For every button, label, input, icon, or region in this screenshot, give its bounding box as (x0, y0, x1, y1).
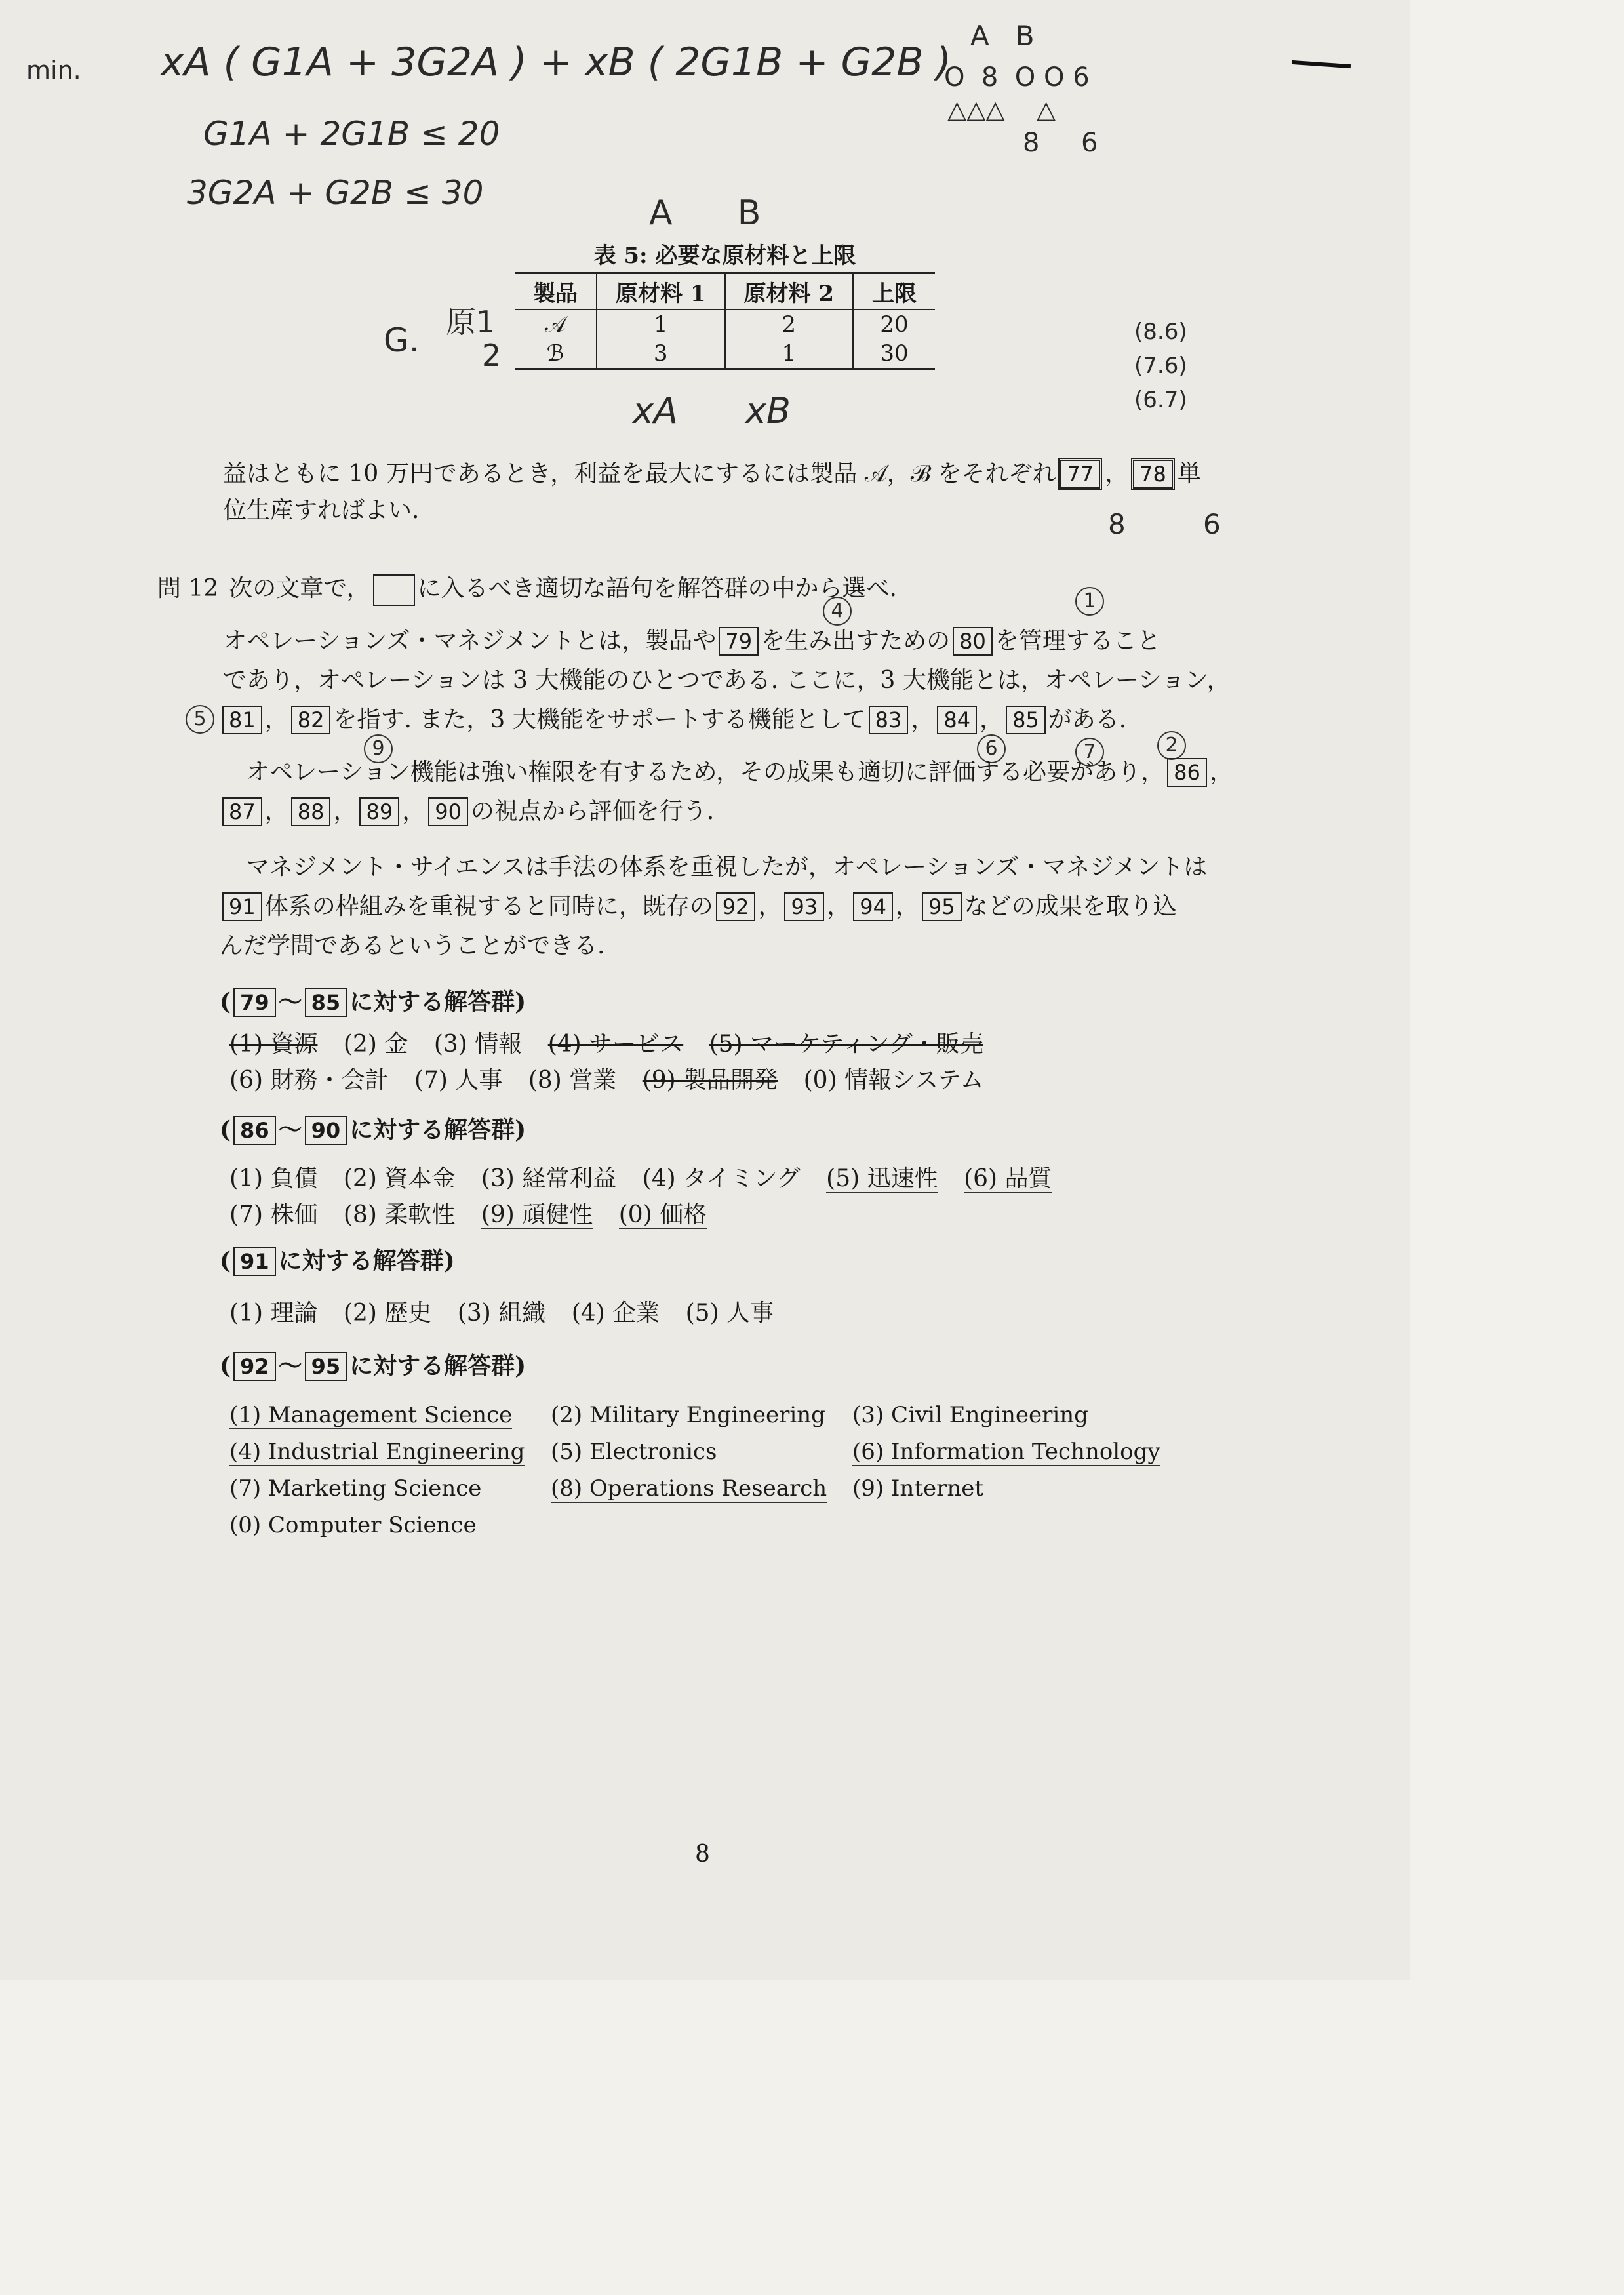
option-item[interactable]: (6) Information Technology (852, 1439, 1160, 1465)
q12-p1-line2: であり，オペレーションは 3 大機能のひとつである. ここに，3 大機能とは，オペレーション， (223, 667, 1231, 694)
option-item[interactable]: (1) 資源 (229, 1031, 318, 1058)
group-paren: ( (220, 1352, 231, 1380)
circle-mark: 7 (1075, 738, 1104, 767)
table5 (515, 237, 935, 370)
answer-box-95[interactable]: 95 (922, 892, 962, 921)
group-suffix: に対する解答群) (349, 988, 526, 1016)
option-item[interactable]: (9) 製品開発 (642, 1067, 778, 1094)
table5-header: 原材料 1 (597, 273, 725, 310)
q12-label: 問 12 (157, 575, 219, 602)
group-suffix: に対する解答群) (349, 1352, 526, 1380)
option-item[interactable]: (6) 品質 (964, 1165, 1052, 1192)
hand-corner-row3: 8 6 (1023, 128, 1098, 158)
option-item[interactable]: (7) 人事 (414, 1067, 503, 1094)
q12-instruction-pre: 次の文章で， (229, 575, 370, 602)
answer-box-78[interactable]: 78 (1131, 458, 1175, 490)
option-item[interactable]: (8) 柔軟性 (343, 1201, 456, 1228)
option-item[interactable]: (2) Military Engineering (551, 1402, 825, 1428)
table5-cell: ℬ (515, 339, 597, 369)
page-number: 8 (695, 1841, 710, 1867)
hand-answer-78: 6 (1203, 508, 1221, 540)
q12-text: を管理すること (995, 628, 1160, 654)
table5-header: 原材料 2 (725, 273, 854, 310)
group-paren: ( (220, 988, 231, 1016)
q12-p2-line1: オペレーション機能は強い権限を有するため，その成果も適切に評価する必要があり， 86 ， (246, 759, 1233, 786)
q12-p3-line1: マネジメント・サイエンスは手法の体系を重視したが，オペレーションズ・マネジメントは (246, 854, 1208, 881)
group-paren: ( (220, 1247, 231, 1275)
answer-box-77[interactable]: 77 (1058, 458, 1102, 490)
option-item[interactable]: (9) Internet (852, 1475, 984, 1502)
option-item[interactable]: (2) 金 (343, 1031, 408, 1058)
group-paren: ( (220, 1116, 231, 1144)
group1-row2 (229, 1062, 1002, 1099)
option-item[interactable]: (5) Electronics (551, 1439, 717, 1465)
q12-p3-line2: 91 体系の枠組みを重視すると同時に，既存の 92 ， 93 ， 94 ， 95 などの成果を取り込 (220, 888, 1334, 925)
answer-box-86[interactable]: 86 (1167, 758, 1207, 787)
table5-cell: 20 (880, 311, 909, 338)
option-item[interactable]: (8) Operations Research (551, 1475, 827, 1502)
option-item[interactable]: (3) 経常利益 (481, 1165, 617, 1192)
q12-p3-line3: んだ学問であるということができる. (220, 932, 605, 959)
group4-col1 (229, 1397, 525, 1544)
group3-header (220, 1243, 455, 1279)
q12-instruction-post: に入るべき適切な語句を解答群の中から選べ. (417, 575, 897, 602)
option-item[interactable]: (2) 資本金 (343, 1165, 456, 1192)
answer-box-81[interactable]: 81 (222, 706, 262, 734)
group2-row2 (229, 1197, 725, 1233)
circle-mark: 2 (1157, 731, 1186, 760)
group2-header (220, 1111, 526, 1148)
group-tilde: ～ (278, 1352, 302, 1380)
table5-cell: 𝒜 (515, 309, 597, 339)
group2-row1 (229, 1161, 1071, 1197)
profit-text-suffix: 単 (1177, 460, 1201, 487)
option-item[interactable]: (0) Computer Science (229, 1512, 477, 1538)
q12-text: などの成果を取り込 (964, 893, 1177, 920)
table5-cell: 2 (725, 309, 854, 339)
q12-p1-line3: 81 ， 82 を指す. また，3 大機能をサポートする機能として 83 ， 84 ， 85 がある. (220, 702, 1334, 738)
hand-pairs (1134, 315, 1187, 417)
hand-pair-3: (6.7) (1134, 387, 1187, 413)
group1-to-box: 85 (305, 988, 347, 1017)
group4-col3 (852, 1397, 1160, 1507)
q12-text: オペレーションズ・マネジメントとは，製品や (223, 628, 717, 654)
profit-paragraph: 益はともに 10 万円であるとき，利益を最大にするには製品 𝒜，ℬ をそれぞれ 77 ， 78 単 位生産すればよい. (223, 456, 1305, 529)
q12-p1-line1 (223, 623, 1337, 660)
answer-box-87[interactable]: 87 (222, 797, 262, 826)
option-item[interactable]: (3) 組織 (457, 1300, 546, 1327)
option-item[interactable]: (0) 価格 (618, 1201, 707, 1228)
hand-constraint-2: 3G2A + G2B ≤ 30 (187, 174, 484, 212)
table5-cell: 1 (597, 309, 725, 339)
option-item[interactable]: (7) 株価 (229, 1201, 318, 1228)
hand-side-row2: 2 (482, 338, 502, 373)
hand-pair-2: (7.6) (1134, 353, 1187, 379)
option-item[interactable]: (1) Management Science (229, 1402, 513, 1428)
group2-to-box: 90 (305, 1116, 347, 1145)
profit-text-line2: 位生産すればよい. (223, 497, 420, 524)
group1-row1 (229, 1026, 1002, 1063)
answer-box-79[interactable]: 79 (719, 627, 759, 656)
group3-row1 (229, 1295, 792, 1332)
option-item[interactable]: (0) 情報システム (803, 1067, 984, 1094)
answer-box-91[interactable]: 91 (222, 892, 262, 921)
blank-box-example (373, 574, 415, 606)
option-item[interactable]: (5) 人事 (685, 1300, 774, 1327)
answer-box-85[interactable]: 85 (1006, 706, 1046, 734)
table5-grid (515, 272, 935, 370)
answer-box-82[interactable]: 82 (291, 706, 331, 734)
q12-text: を生み出すための (761, 628, 951, 654)
table5-header: 製品 (515, 273, 597, 310)
circle-mark: 1 (1075, 587, 1104, 616)
circle-mark: 5 (186, 705, 214, 734)
circle-mark: 4 (823, 597, 852, 626)
option-item[interactable]: (9) 頑健性 (481, 1201, 593, 1228)
group1-from-box: 79 (233, 988, 276, 1017)
hand-corner-row1: O 8 O O 6 (944, 62, 1090, 92)
group2-from-box: 86 (233, 1116, 276, 1145)
q12-text: を指す. また，3 大機能をサポートする機能として (333, 706, 866, 733)
group4-header (220, 1347, 526, 1384)
option-item[interactable]: (5) マーケティング・販売 (709, 1031, 983, 1058)
profit-text: 益はともに 10 万円であるとき，利益を最大にするには製品 𝒜，ℬ をそれぞれ (223, 460, 1056, 487)
q12-text: がある. (1048, 706, 1127, 733)
group-tilde: ～ (278, 1116, 302, 1144)
table5-cell: 30 (853, 339, 935, 369)
hand-side-g: G. (384, 321, 420, 359)
option-item[interactable]: (4) Industrial Engineering (229, 1439, 525, 1465)
hand-circle-81 (186, 705, 214, 734)
option-item[interactable]: (2) 歴史 (343, 1300, 432, 1327)
group-tilde: ～ (278, 988, 302, 1016)
answer-box-88[interactable]: 88 (291, 797, 331, 826)
group-suffix: に対する解答群) (278, 1247, 455, 1275)
group-suffix: に対する解答群) (349, 1116, 526, 1144)
circle-mark: 6 (977, 734, 1006, 763)
answer-box-93[interactable]: 93 (784, 892, 824, 921)
q12-text: オペレーション機能は強い権限を有するため，その成果も適切に評価する必要があり， (246, 759, 1165, 786)
q12-text: の視点から評価を行う. (470, 798, 715, 825)
group4-from-box: 92 (233, 1352, 276, 1381)
hand-table-ab: A B (649, 193, 761, 233)
hand-answer-77: 8 (1108, 508, 1126, 540)
option-item[interactable]: (4) 企業 (571, 1300, 660, 1327)
circle-mark: 9 (364, 734, 393, 763)
hand-pair-1: (8.6) (1134, 319, 1187, 345)
hand-circle-80 (1075, 587, 1104, 616)
group3-box: 91 (233, 1247, 276, 1276)
table5-cell: 3 (597, 339, 725, 369)
group1-header (220, 984, 526, 1020)
option-item[interactable]: (3) Civil Engineering (852, 1402, 1088, 1428)
hand-constraint-1: G1A + 2G1B ≤ 20 (203, 115, 500, 153)
answer-box-92[interactable]: 92 (716, 892, 756, 921)
hand-corner-ab: A B (970, 20, 1035, 52)
q12-header (157, 570, 1337, 607)
option-item[interactable]: (6) 財務・会計 (229, 1067, 389, 1094)
answer-box-89[interactable]: 89 (359, 797, 399, 826)
answer-box-94[interactable]: 94 (853, 892, 893, 921)
table5-cell: 1 (725, 339, 854, 369)
answer-box-83[interactable]: 83 (869, 706, 909, 734)
hand-circle-79 (823, 597, 852, 626)
option-item[interactable]: (7) Marketing Science (229, 1475, 482, 1502)
hand-objective: xA ( G1A + 3G2A ) + xB ( 2G1B + G2B ) (161, 39, 951, 85)
option-item[interactable]: (1) 理論 (229, 1300, 318, 1327)
option-item[interactable]: (4) タイミング (642, 1165, 801, 1192)
answer-box-80[interactable]: 80 (953, 627, 993, 656)
hand-min-label: min. (26, 56, 81, 85)
option-item[interactable]: (4) サービス (547, 1031, 684, 1058)
q12-text: 体系の枠組みを重視すると同時に，既存の (264, 893, 713, 920)
group4-to-box: 95 (305, 1352, 347, 1381)
hand-side-row1: 原1 (446, 304, 496, 340)
hand-bottom-x: xA xB (633, 390, 791, 431)
table5-caption: 表 5: 必要な原材料と上限 (593, 243, 856, 269)
option-item[interactable]: (1) 負債 (229, 1165, 318, 1192)
q12-p2-line2: 87 ， 88 ， 89 ， 90 の視点から評価を行う. (220, 793, 1334, 830)
answer-box-90[interactable]: 90 (428, 797, 468, 826)
hand-corner-row2: △△△ △ (947, 95, 1056, 124)
table5-header: 上限 (853, 273, 935, 310)
option-item[interactable]: (8) 営業 (528, 1067, 617, 1094)
group4-col2 (551, 1397, 827, 1507)
option-item[interactable]: (3) 情報 (433, 1031, 523, 1058)
answer-box-84[interactable]: 84 (937, 706, 977, 734)
option-item[interactable]: (5) 迅速性 (826, 1165, 938, 1192)
